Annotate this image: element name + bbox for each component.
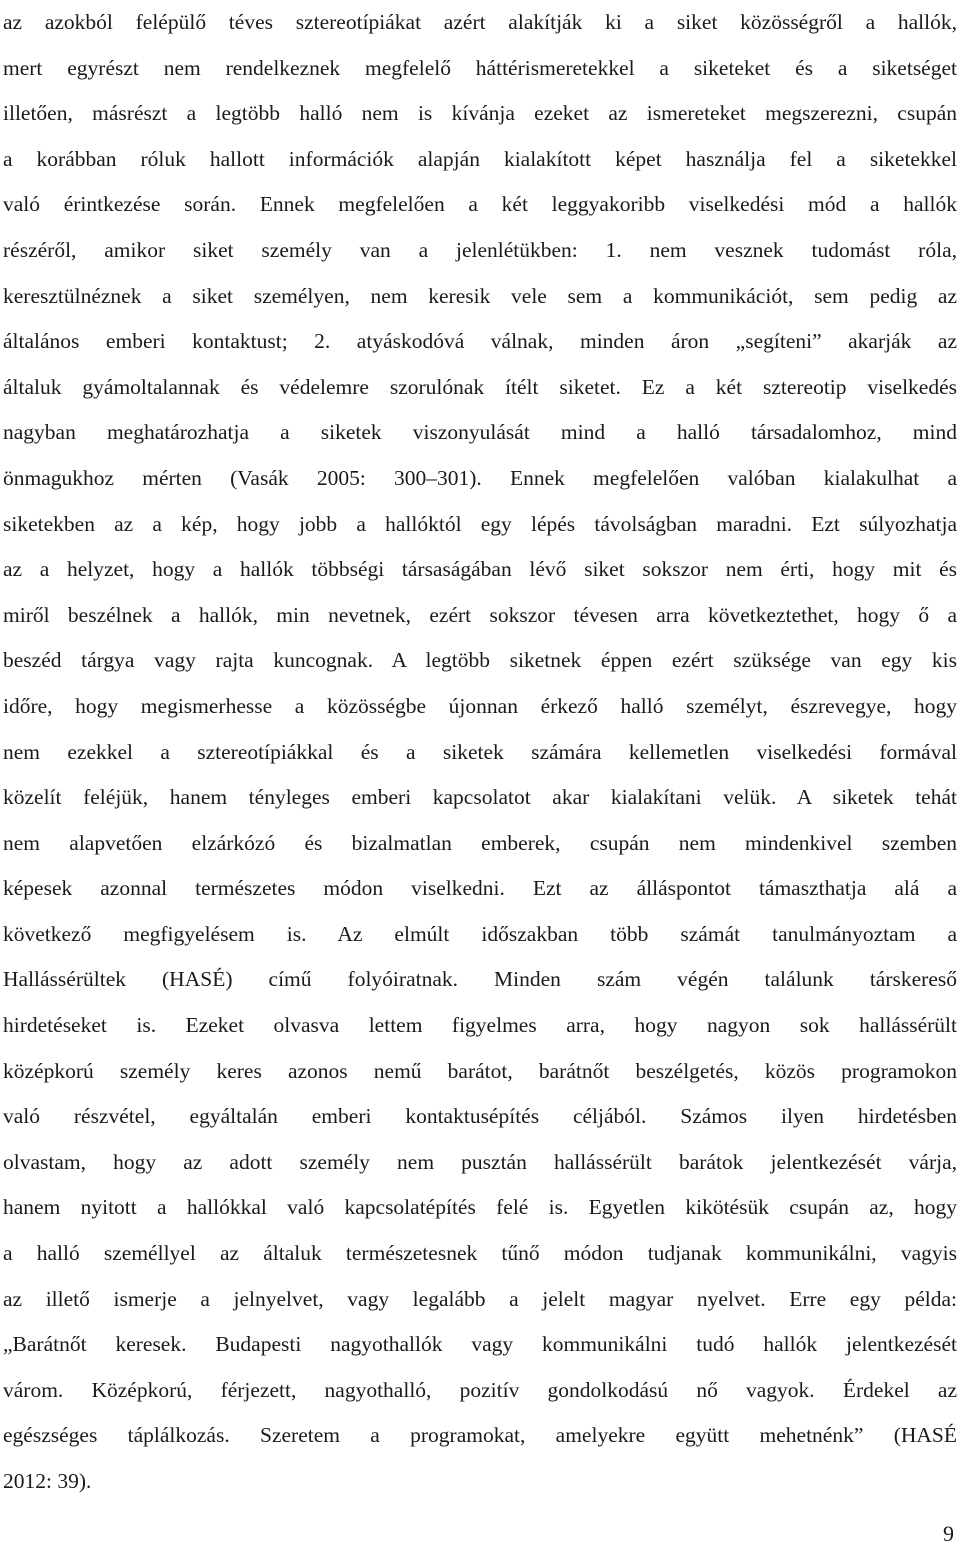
text-line: nem alapvetően elzárkózó és bizalmatlan emberek, csupán nem mindenkivel szemben bbox=[3, 830, 957, 855]
page-number: 9 bbox=[943, 1521, 954, 1546]
text-line: az a helyzet, hogy a hallók többségi társaságában lévő siket sokszor nem érti, hogy mit és bbox=[3, 557, 957, 582]
text-line: illetően, másrészt a legtöbb halló nem is kívánja ezeket az ismereteket megszerezni, csupán bbox=[3, 101, 957, 126]
text-line: várom. Középkorú, férjezett, nagyothalló, pozitív gondolkodású nő vagyok. Érdekel az bbox=[3, 1377, 957, 1402]
text-line: képesek azonnal természetes módon viselkedni. Ezt az álláspontot támaszthatja alá a bbox=[3, 876, 957, 901]
text-line: 2012: 39). bbox=[3, 1469, 92, 1493]
text-line: időre, hogy megismerhesse a közösségbe újonnan érkező halló személyt, észrevegye, hogy bbox=[3, 693, 957, 718]
text-line: általános emberi kontaktust; 2. atyáskodóvá válnak, minden áron „segíteni” akarják az bbox=[3, 329, 957, 354]
text-line: középkorú személy keres azonos nemű barátot, barátnőt beszélgetés, közös programokon bbox=[3, 1058, 957, 1083]
text-line: miről beszélnek a hallók, min nevetnek, ezért sokszor tévesen arra következtethet, hogy ő a bbox=[3, 602, 957, 627]
text-line: egészséges táplálkozás. Szeretem a programokat, amelyekre együtt mehetnénk” (HASÉ bbox=[3, 1423, 957, 1448]
text-line: közelít feléjük, hanem tényleges emberi kapcsolatot akar kialakítani velük. A siketek tehát bbox=[3, 785, 957, 810]
text-line: való érintkezése során. Ennek megfelelően a két leggyakoribb viselkedési mód a hallók bbox=[3, 192, 957, 217]
text-line: mert egyrészt nem rendelkeznek megfelelő háttérismeretekkel a siketeket és a siketséget bbox=[3, 55, 957, 80]
text-line: Hallássérültek (HASÉ) című folyóiratnak. Minden szám végén találunk társkereső bbox=[3, 967, 957, 992]
text-line: nem ezekkel a sztereotípiákkal és a siketek számára kellemetlen viselkedési formával bbox=[3, 739, 957, 764]
text-line: siketekben az a kép, hogy jobb a hallóktól egy lépés távolságban maradni. Ezt súlyozhatja bbox=[3, 511, 957, 536]
text-line: az illető ismerje a jelnyelvet, vagy legalább a jelelt magyar nyelvet. Erre egy példa: bbox=[3, 1286, 957, 1311]
text-line: keresztülnéznek a siket személyen, nem keresik vele sem a kommunikációt, sem pedig az bbox=[3, 283, 957, 308]
text-line: hanem nyitott a hallókkal való kapcsolatépítés felé is. Egyetlen kikötésük csupán az, hogy bbox=[3, 1195, 957, 1220]
body-paragraph bbox=[3, 0, 957, 1505]
text-line: hirdetéseket is. Ezeket olvasva lettem figyelmes arra, hogy nagyon sok hallássérült bbox=[3, 1013, 957, 1038]
text-line: következő megfigyelésem is. Az elmúlt időszakban több számát tanulmányoztam a bbox=[3, 921, 957, 946]
text-line: a korábban róluk hallott információk alapján kialakított képet használja fel a siketekkel bbox=[3, 146, 957, 171]
text-line: a halló személlyel az általuk természetesnek tűnő módon tudjanak kommunikálni, vagyis bbox=[3, 1241, 957, 1266]
text-line: beszéd tárgya vagy rajta kuncognak. A legtöbb siketnek éppen ezért szüksége van egy kis bbox=[3, 648, 957, 673]
text-line: önmagukhoz mérten (Vasák 2005: 300–301). Ennek megfelelően valóban kialakulhat a bbox=[3, 465, 957, 490]
text-line: való részvétel, egyáltalán emberi kontaktusépítés céljából. Számos ilyen hirdetésben bbox=[3, 1104, 957, 1129]
text-line: nagyban meghatározhatja a siketek viszonyulását mind a halló társadalomhoz, mind bbox=[3, 420, 957, 445]
text-line: „Barátnőt keresek. Budapesti nagyothallók vagy kommunikálni tudó hallók jelentkezését bbox=[3, 1332, 957, 1357]
text-line: részéről, amikor siket személy van a jelenlétükben: 1. nem vesznek tudomást róla, bbox=[3, 237, 957, 262]
text-line: az azokból felépülő téves sztereotípiákat azért alakítják ki a siket közösségről a hallók, bbox=[3, 10, 957, 34]
text-line: olvastam, hogy az adott személy nem pusztán hallássérült barátok jelentkezését várja, bbox=[3, 1149, 957, 1174]
text-line: általuk gyámoltalannak és védelemre szorulónak ítélt siketet. Ez a két sztereotip viselkedés bbox=[3, 374, 957, 399]
